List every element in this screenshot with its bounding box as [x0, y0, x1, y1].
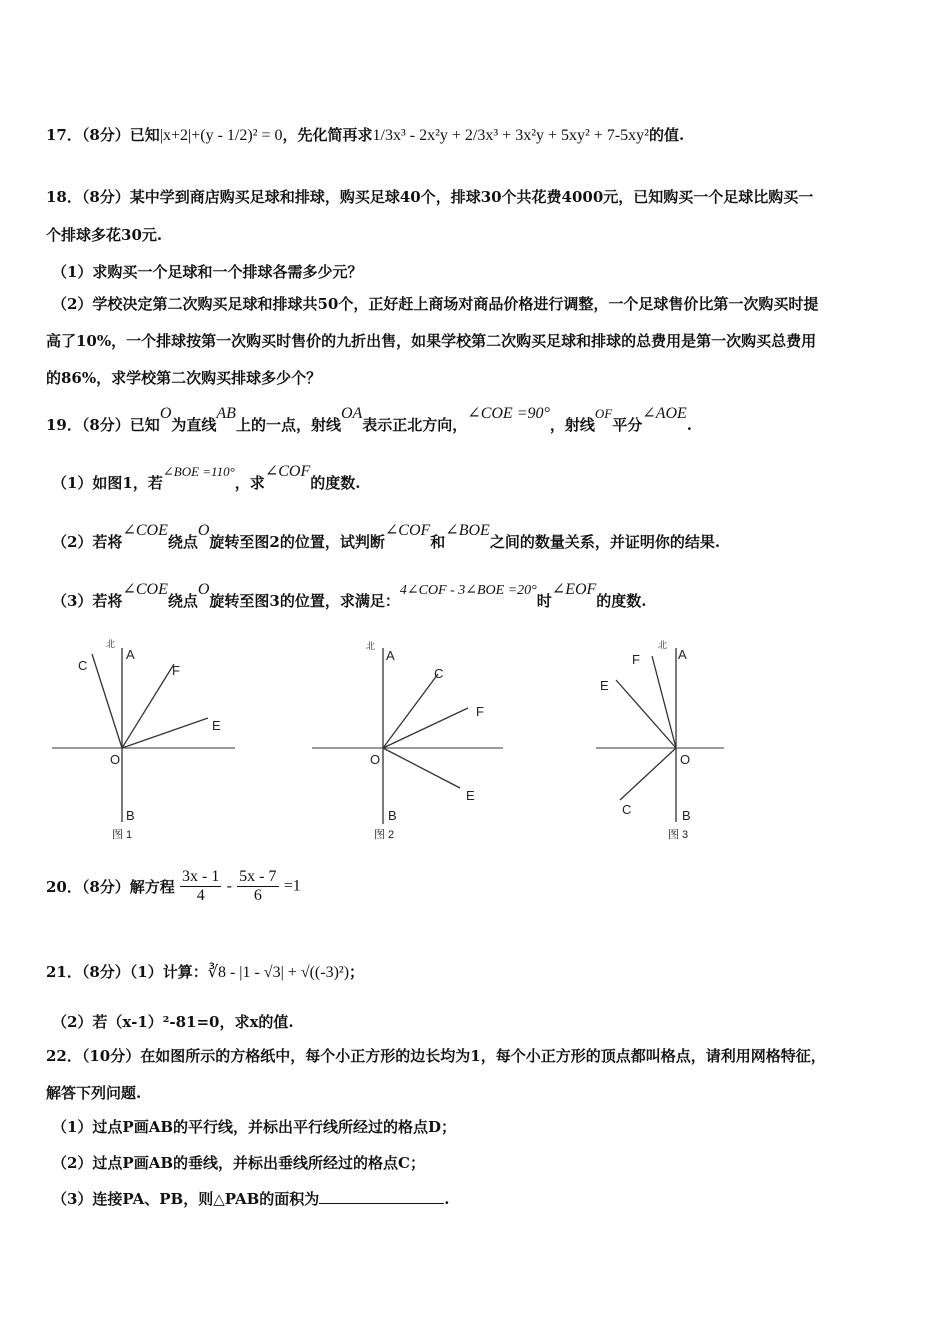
- q20-fraction-1: [180, 868, 221, 905]
- q18-part2-a: （2）学校决定第二次购买足球和排球共50个，正好赶上商场对商品价格进行调整，一个足球售价比第一次购买时提: [52, 295, 819, 313]
- q20-numerator-1: 3x - 1: [182, 868, 220, 885]
- q19-p3-angle-coe: ∠COE: [122, 581, 168, 598]
- fig2-ray-of: [383, 708, 468, 748]
- q19-p3-point-o: O: [197, 581, 210, 598]
- q19-p2-text-a: （2）若将: [52, 533, 123, 551]
- fig1-ray-of: [122, 664, 174, 748]
- q19-angle-coe: ∠COE =90°: [467, 405, 550, 422]
- q19-angle-cof: ∠COF: [264, 463, 311, 480]
- q17-mid: ，先化简再求: [282, 126, 373, 144]
- q19-p3-text-e: 的度数.: [596, 592, 647, 610]
- q19-ray-of: OF: [594, 406, 613, 421]
- q20-rhs: =1: [283, 877, 301, 895]
- q17-tail: 的值.: [648, 126, 685, 144]
- q19-text2: 上的一点，射线: [235, 416, 341, 434]
- q19-point-o: O: [159, 405, 172, 422]
- q19-angle-aoe: ∠AOE: [642, 405, 687, 422]
- fig3-label-e: E: [600, 678, 609, 693]
- fig3-label-a: A: [678, 647, 687, 662]
- q19-p3-text-b: 绕点: [167, 592, 198, 610]
- q19-p1-text-a: （1）如图1，若: [52, 474, 163, 492]
- q19-p3-text-d: 时: [536, 592, 552, 610]
- q19-p3-text-c: 旋转至图3的位置，求满足：: [209, 592, 400, 610]
- fig1-label-f: F: [172, 663, 180, 678]
- q20-minus: -: [226, 877, 232, 895]
- q19-line-ab: AB: [216, 405, 236, 422]
- q20-denominator-2: 6: [253, 887, 262, 904]
- q19-text5: 平分: [612, 416, 643, 434]
- q18-line2: 个排球多花30元.: [46, 226, 163, 244]
- q20-num: 20．（8分）解方程: [46, 878, 175, 896]
- q21-part2: （2）若（x-1）²-81=0，求x的值.: [52, 1013, 294, 1031]
- q19-p2-angle-coe: ∠COE: [122, 522, 168, 539]
- q19-part1: [52, 463, 361, 493]
- q19-angle-boe-110: ∠BOE =110°: [162, 464, 235, 479]
- fig2-label-o: O: [370, 752, 381, 767]
- q17-condition: |x+2|+(y - 1/2)² = 0: [159, 127, 283, 144]
- q21-expression: ∛8 - |1 - √3| + √((-3)²): [207, 964, 350, 981]
- q17-expression: 1/3x³ - 2x²y + 2/3x³ + 3x²y + 5xy² + 7-5xy²: [372, 127, 649, 144]
- fig3-label-c: C: [622, 802, 632, 817]
- q19-p2-text-d: 和: [430, 533, 446, 551]
- fig2-north-label: 北: [366, 641, 376, 651]
- q19-p2-angle-boe: ∠BOE: [445, 522, 490, 539]
- fig1-label-a: A: [126, 647, 135, 662]
- figure-1: [50, 632, 240, 847]
- fig1-ray-oe: [122, 718, 208, 748]
- q19-p2-text-c: 旋转至图2的位置，试判断: [209, 533, 385, 551]
- q18-part1: （1）求购买一个足球和一个排球各需多少元？: [52, 263, 363, 281]
- fig3-caption: 图 3: [668, 829, 689, 841]
- fig2-ray-oe: [383, 748, 460, 788]
- q19-text1: 为直线: [171, 416, 217, 434]
- q19-p1-text-b: ，求: [234, 474, 265, 492]
- figure-3: [592, 632, 732, 847]
- fig1-ray-oc: [92, 654, 122, 748]
- fig3-north-label: 北: [658, 640, 668, 650]
- fig3-label-f: F: [632, 652, 640, 667]
- q18-line1: 18．（8分）某中学到商店购买足球和排球，购买足球40个，排球30个共花费4000元，已知购买一个足球比购买一: [46, 188, 814, 206]
- q19-p1-text-c: 的度数.: [310, 474, 361, 492]
- q19-p3-condition: 4∠COF - 3∠BOE =20°: [399, 583, 537, 598]
- q19-p3-angle-eof: ∠EOF: [551, 581, 597, 598]
- fig2-caption: 图 2: [374, 829, 395, 841]
- q21-semicolon: ；: [349, 963, 365, 981]
- q21-num: 21．（8分）（1）计算：: [46, 963, 208, 981]
- fig2-label-a: A: [386, 648, 395, 663]
- fig2-label-b: B: [388, 808, 397, 823]
- q20-line: [46, 868, 301, 905]
- fig3-label-o: O: [680, 752, 691, 767]
- q19-p2-angle-cof: ∠COF: [384, 522, 431, 539]
- q22-part2: （2）过点P画AB的垂线，并标出垂线所经过的格点C；: [52, 1154, 425, 1172]
- fig1-label-c: C: [78, 658, 88, 673]
- q18-part2-c: 的86%，求学校第二次购买排球多少个？: [46, 369, 322, 387]
- fig1-caption: 图 1: [112, 829, 133, 841]
- q18-part2-b: 高了10%，一个排球按第一次购买时售价的九折出售，如果学校第二次购买足球和排球的总费用是第一次购买总费用: [46, 332, 817, 350]
- q22-line1: 22．（10分）在如图所示的方格纸中，每个小正方形的边长均为1，每个小正方形的顶点都叫格点，请利用网格特征，: [46, 1047, 826, 1065]
- fig1-label-o: O: [110, 752, 121, 767]
- fig2-label-c: C: [434, 666, 444, 681]
- q22-line2: 解答下列问题.: [46, 1084, 142, 1102]
- q19-p2-point-o: O: [197, 522, 210, 539]
- fig2-label-e: E: [466, 788, 475, 803]
- fig2-ray-oc: [383, 674, 438, 748]
- q19-line: [46, 405, 693, 435]
- q22-part3: [52, 1188, 450, 1209]
- q17-num: 17．（8分）已知: [46, 126, 160, 144]
- q19-p2-text-e: 之间的数量关系，并证明你的结果.: [489, 533, 721, 551]
- q20-numerator-2: 5x - 7: [239, 868, 277, 885]
- q22-part1: （1）过点P画AB的平行线，并标出平行线所经过的格点D；: [52, 1118, 457, 1136]
- q19-ray-oa: OA: [340, 405, 363, 422]
- q22-answer-blank[interactable]: [319, 1189, 444, 1204]
- fig1-label-e: E: [212, 718, 221, 733]
- q20-denominator-1: 4: [196, 887, 205, 904]
- q21-line: [46, 961, 364, 982]
- fig1-label-b: B: [126, 808, 135, 823]
- q22-p3-text: （3）连接PA、PB，则△PAB的面积为: [52, 1190, 320, 1208]
- q19-part3: [52, 581, 647, 611]
- q22-p3-period: .: [444, 1190, 450, 1208]
- fig3-label-b: B: [682, 808, 691, 823]
- figure-2: [308, 632, 508, 847]
- q17-line: [46, 124, 684, 145]
- fig3-ray-oc: [620, 748, 676, 800]
- fig2-label-f: F: [476, 704, 484, 719]
- q19-p3-text-a: （3）若将: [52, 592, 123, 610]
- q19-text3: 表示正北方向，: [362, 416, 468, 434]
- q19-num: 19．（8分）已知: [46, 416, 160, 434]
- q19-text6: .: [686, 416, 693, 434]
- q20-fraction-2: [237, 868, 278, 905]
- q19-p2-text-b: 绕点: [167, 533, 198, 551]
- q19-text4: ，射线: [549, 416, 595, 434]
- q19-part2: [52, 522, 721, 552]
- fig1-north-label: 北: [106, 639, 116, 649]
